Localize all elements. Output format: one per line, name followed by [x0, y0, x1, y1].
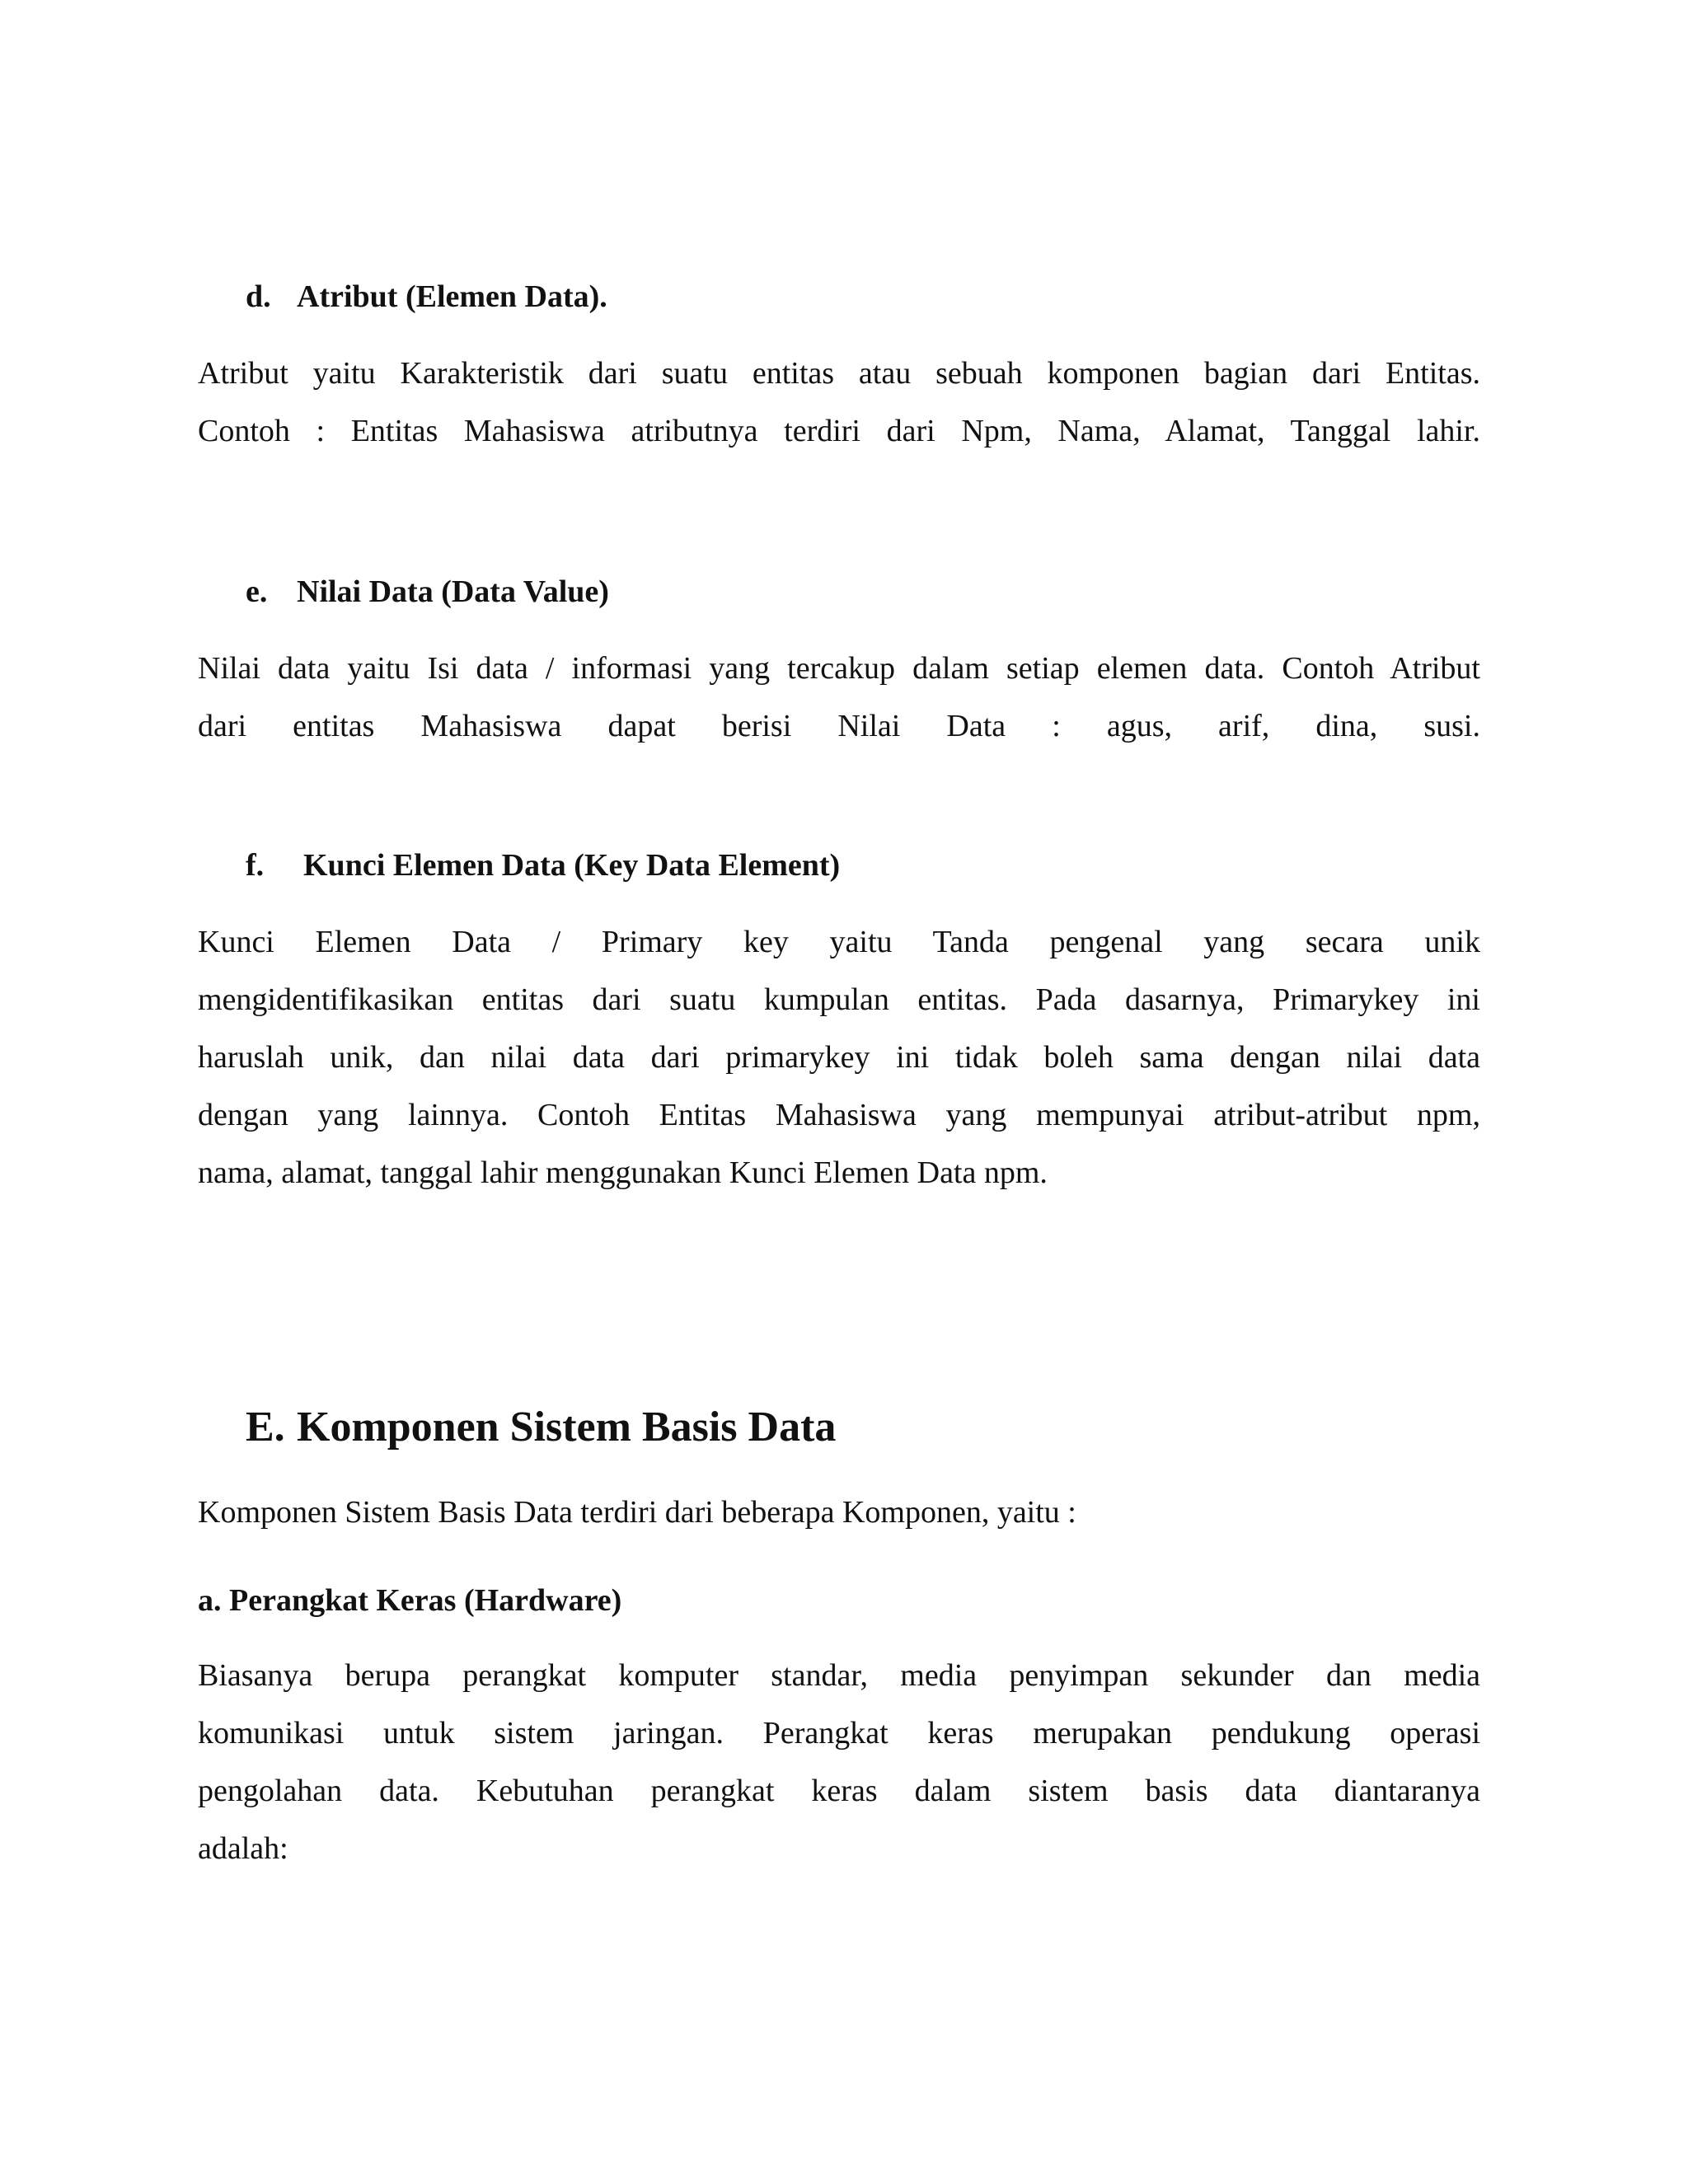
section-e-marker: e.: [246, 574, 268, 609]
section-e-heading: [246, 572, 609, 612]
section-d-line-1: Atribut yaitu Karakteristik dari suatu entitas atau sebuah komponen bagian dari Entitas.: [198, 356, 1480, 391]
subsection-line-3: pengolahan data. Kebutuhan perangkat keras dalam sistem basis data diantaranya: [198, 1774, 1480, 1808]
section-f-line-1: Kunci Elemen Data / Primary key yaitu Tanda pengenal yang secara unik: [198, 925, 1480, 959]
section-e-title: Nilai Data (Data Value): [297, 574, 609, 609]
section-f-heading: [246, 846, 840, 885]
section-d-heading: [246, 277, 607, 316]
subsection-line-1: Biasanya berupa perangkat komputer standar, media penyimpan sekunder dan media: [198, 1658, 1480, 1693]
section-f-line-4: dengan yang lainnya. Contoh Entitas Mahasiswa yang mempunyai atribut-atribut npm,: [198, 1098, 1480, 1132]
section-f-marker: f.: [246, 848, 265, 883]
section-d-line-2: Contoh : Entitas Mahasiswa atributnya terdiri dari Npm, Nama, Alamat, Tanggal lahir.: [198, 414, 1480, 448]
section-f-line-3: haruslah unik, dan nilai data dari primarykey ini tidak boleh sama dengan nilai data: [198, 1040, 1480, 1075]
section-e-line-1: Nilai data yaitu Isi data / informasi yang tercakup dalam setiap elemen data. Contoh Atribut: [198, 651, 1480, 686]
subsection-heading: a. Perangkat Keras (Hardware): [198, 1583, 622, 1618]
section-d-marker: d.: [246, 279, 271, 314]
section-f-line-5: nama, alamat, tanggal lahir menggunakan Kunci Elemen Data npm.: [198, 1155, 1048, 1190]
section-d-title: Atribut (Elemen Data).: [297, 279, 607, 314]
chapter-intro: Komponen Sistem Basis Data terdiri dari beberapa Komponen, yaitu :: [198, 1495, 1076, 1530]
chapter-marker: E.: [246, 1404, 285, 1451]
section-f-line-2: mengidentifikasikan entitas dari suatu kumpulan entitas. Pada dasarnya, Primarykey ini: [198, 982, 1480, 1017]
chapter-heading: [246, 1401, 836, 1454]
section-e-line-2: dari entitas Mahasiswa dapat berisi Nilai Data : agus, arif, dina, susi.: [198, 709, 1480, 743]
subsection-line-2: komunikasi untuk sistem jaringan. Perangkat keras merupakan pendukung operasi: [198, 1716, 1480, 1750]
section-f-title: Kunci Elemen Data (Key Data Element): [303, 848, 841, 883]
chapter-title: Komponen Sistem Basis Data: [297, 1404, 837, 1451]
subsection-line-4: adalah:: [198, 1831, 288, 1866]
